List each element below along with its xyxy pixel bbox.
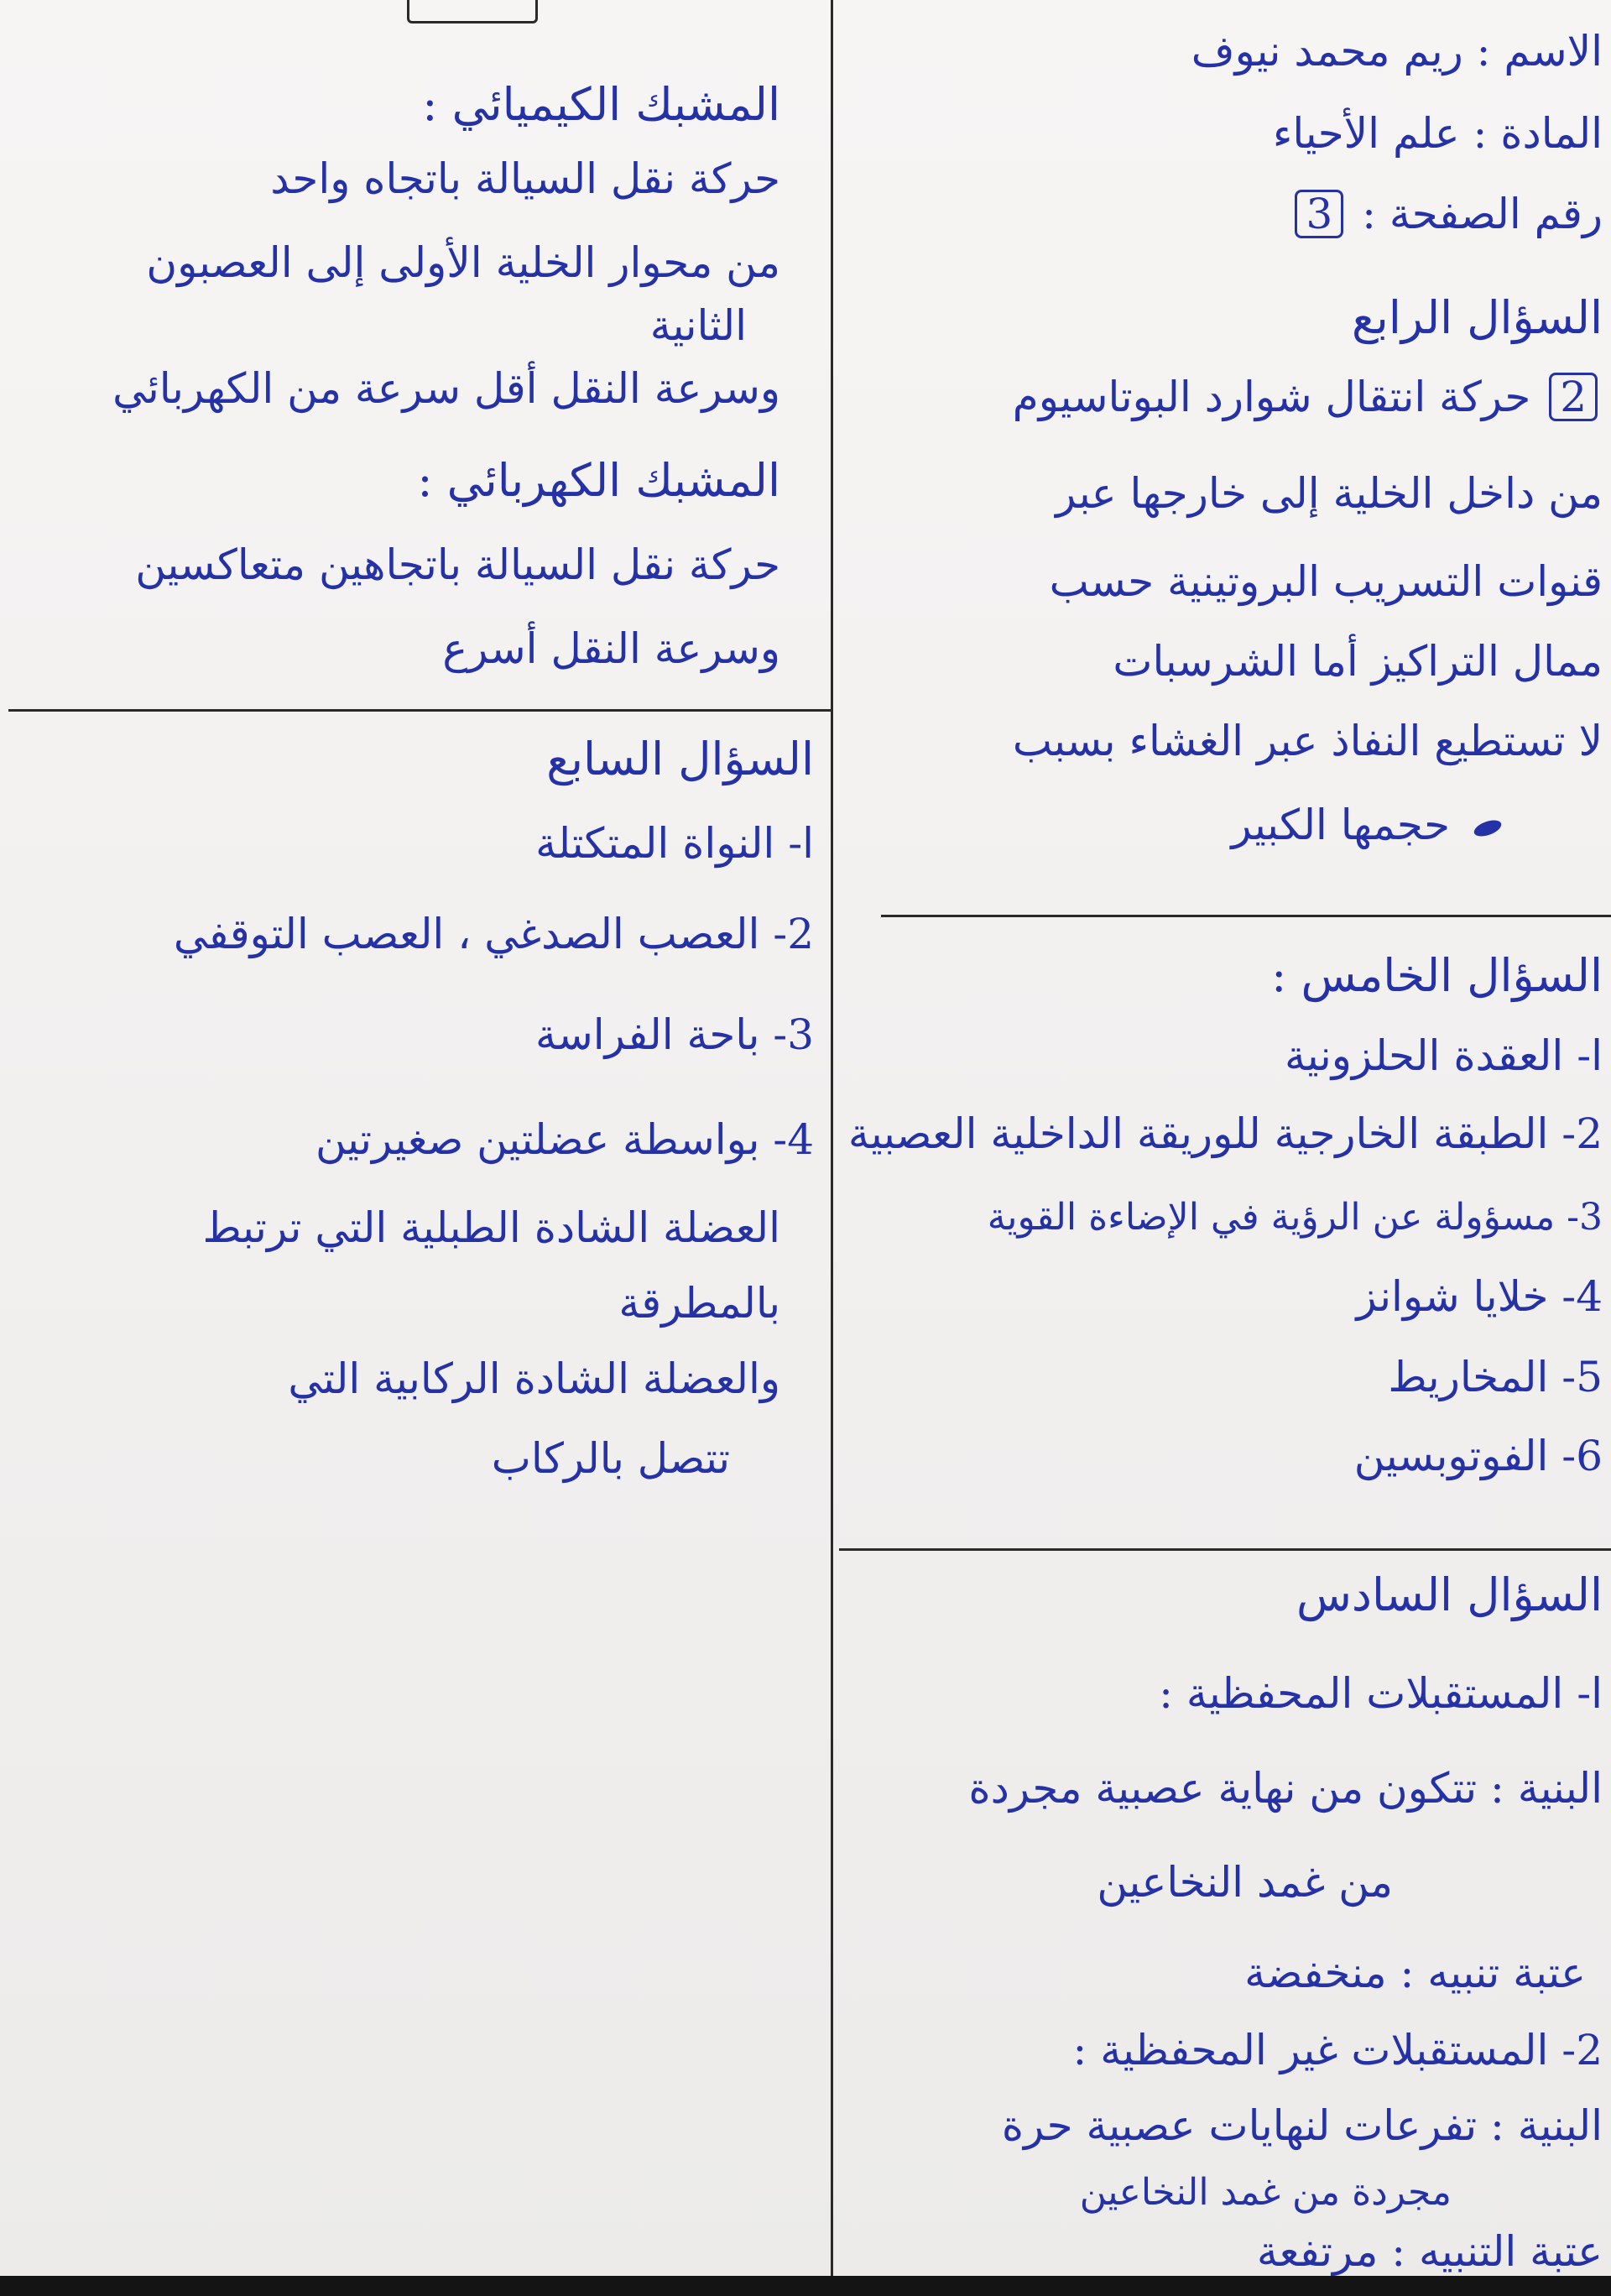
student-name: الاسم : ريم محمد نيوف: [1191, 27, 1603, 76]
q4-line: لا تستطيع النفاذ عبر الغشاء بسبب: [1012, 717, 1603, 765]
q7-item: 3- باحة الفراسة: [535, 1010, 814, 1059]
page-number-row: [1290, 186, 1603, 242]
q4-line: من داخل الخلية إلى خارجها عبر: [1056, 469, 1603, 518]
q6-line: 2- المستقبلات غير المحفظية :: [1072, 2026, 1603, 2074]
q7-item: ا- النواة المتكتلة: [535, 819, 814, 868]
q6-line: مجردة من غمد النخاعين: [1079, 2171, 1452, 2214]
scan-bottom-edge: [0, 2276, 1611, 2296]
q4-line: قنوات التسريب البروتينية حسب: [1049, 557, 1603, 606]
q7-line: تتصل بالركاب: [491, 1434, 730, 1483]
q4-first-line-row: [1013, 369, 1603, 425]
q6-title: السؤال السادس: [1296, 1568, 1603, 1621]
q7-line: والعضلة الشادة الركابية التي: [288, 1354, 780, 1403]
q4-last-line-row: [1231, 797, 1502, 853]
section-divider: [839, 1548, 1611, 1551]
q4-line: ممال التراكيز أما الشرسبات: [1113, 637, 1603, 686]
chemical-synapse-line: حركة نقل السيالة باتجاه واحد: [270, 154, 780, 203]
q7-title: السؤال السابع: [546, 733, 814, 785]
q5-title: السؤال الخامس :: [1271, 949, 1603, 1002]
electrical-synapse-line: حركة نقل السيالة باتجاهين متعاكسين: [135, 540, 780, 589]
column-divider: [831, 0, 833, 2296]
electrical-synapse-title: المشبك الكهربائي :: [417, 454, 780, 507]
right-column: [847, 0, 1611, 2283]
q4-item-number: 2: [1549, 373, 1598, 421]
q6-line: البنية : تتكون من نهاية عصبية مجردة: [968, 1764, 1603, 1813]
page-number: 3: [1295, 190, 1343, 238]
q4-line: حركة انتقال شوارد البوتاسيوم: [1012, 373, 1531, 421]
q5-item: 5- المخاريط: [1388, 1353, 1603, 1401]
q5-item: 6- الفوتوبسين: [1353, 1432, 1603, 1480]
q4-line: حجمها الكبير: [1231, 801, 1451, 849]
q5-item: ا- العقدة الحلزونية: [1284, 1031, 1603, 1080]
q7-item: 4- بواسطة عضلتين صغيرتين: [315, 1115, 814, 1164]
q5-item: 4- خلايا شوانز: [1356, 1272, 1603, 1321]
electrical-synapse-line: وسرعة النقل أسرع: [442, 624, 780, 673]
q6-line: عتبة تنبيه : منخفضة: [1244, 1949, 1586, 1997]
subject-name: المادة : علم الأحياء: [1272, 109, 1603, 158]
q6-line: ا- المستقبلات المحفظية :: [1159, 1669, 1603, 1718]
section-divider: [8, 709, 831, 712]
q4-title: السؤال الرابع: [1352, 291, 1603, 344]
q6-line: من غمد النخاعين: [1097, 1858, 1393, 1907]
q7-item: 2- العصب الصدغي ، العصب التوقفي: [173, 910, 814, 958]
page-number-label: رقم الصفحة :: [1362, 190, 1603, 238]
q6-line: البنية : تفرعات لنهايات عصبية حرة: [1001, 2101, 1603, 2150]
q7-line: بالمطرقة: [618, 1279, 780, 1328]
chemical-synapse-line: من محوار الخلية الأولى إلى العصبون: [146, 238, 780, 287]
q5-item: 3- مسؤولة عن الرؤية في الإضاءة القوية: [987, 1196, 1603, 1239]
chemical-synapse-line: الثانية: [649, 301, 747, 350]
section-divider: [881, 915, 1611, 917]
bullet-mark-icon: [1472, 817, 1503, 840]
q5-item: 2- الطبقة الخارجية للوريقة الداخلية العصبية: [847, 1109, 1603, 1158]
q7-line: العضلة الشادة الطبلية التي ترتبط: [202, 1203, 780, 1252]
chemical-synapse-line: وسرعة النقل أقل سرعة من الكهربائي: [112, 364, 780, 413]
chemical-synapse-title: المشبك الكيميائي :: [422, 78, 780, 131]
q6-line: عتبة التنبيه : مرتفعة: [1256, 2227, 1603, 2276]
